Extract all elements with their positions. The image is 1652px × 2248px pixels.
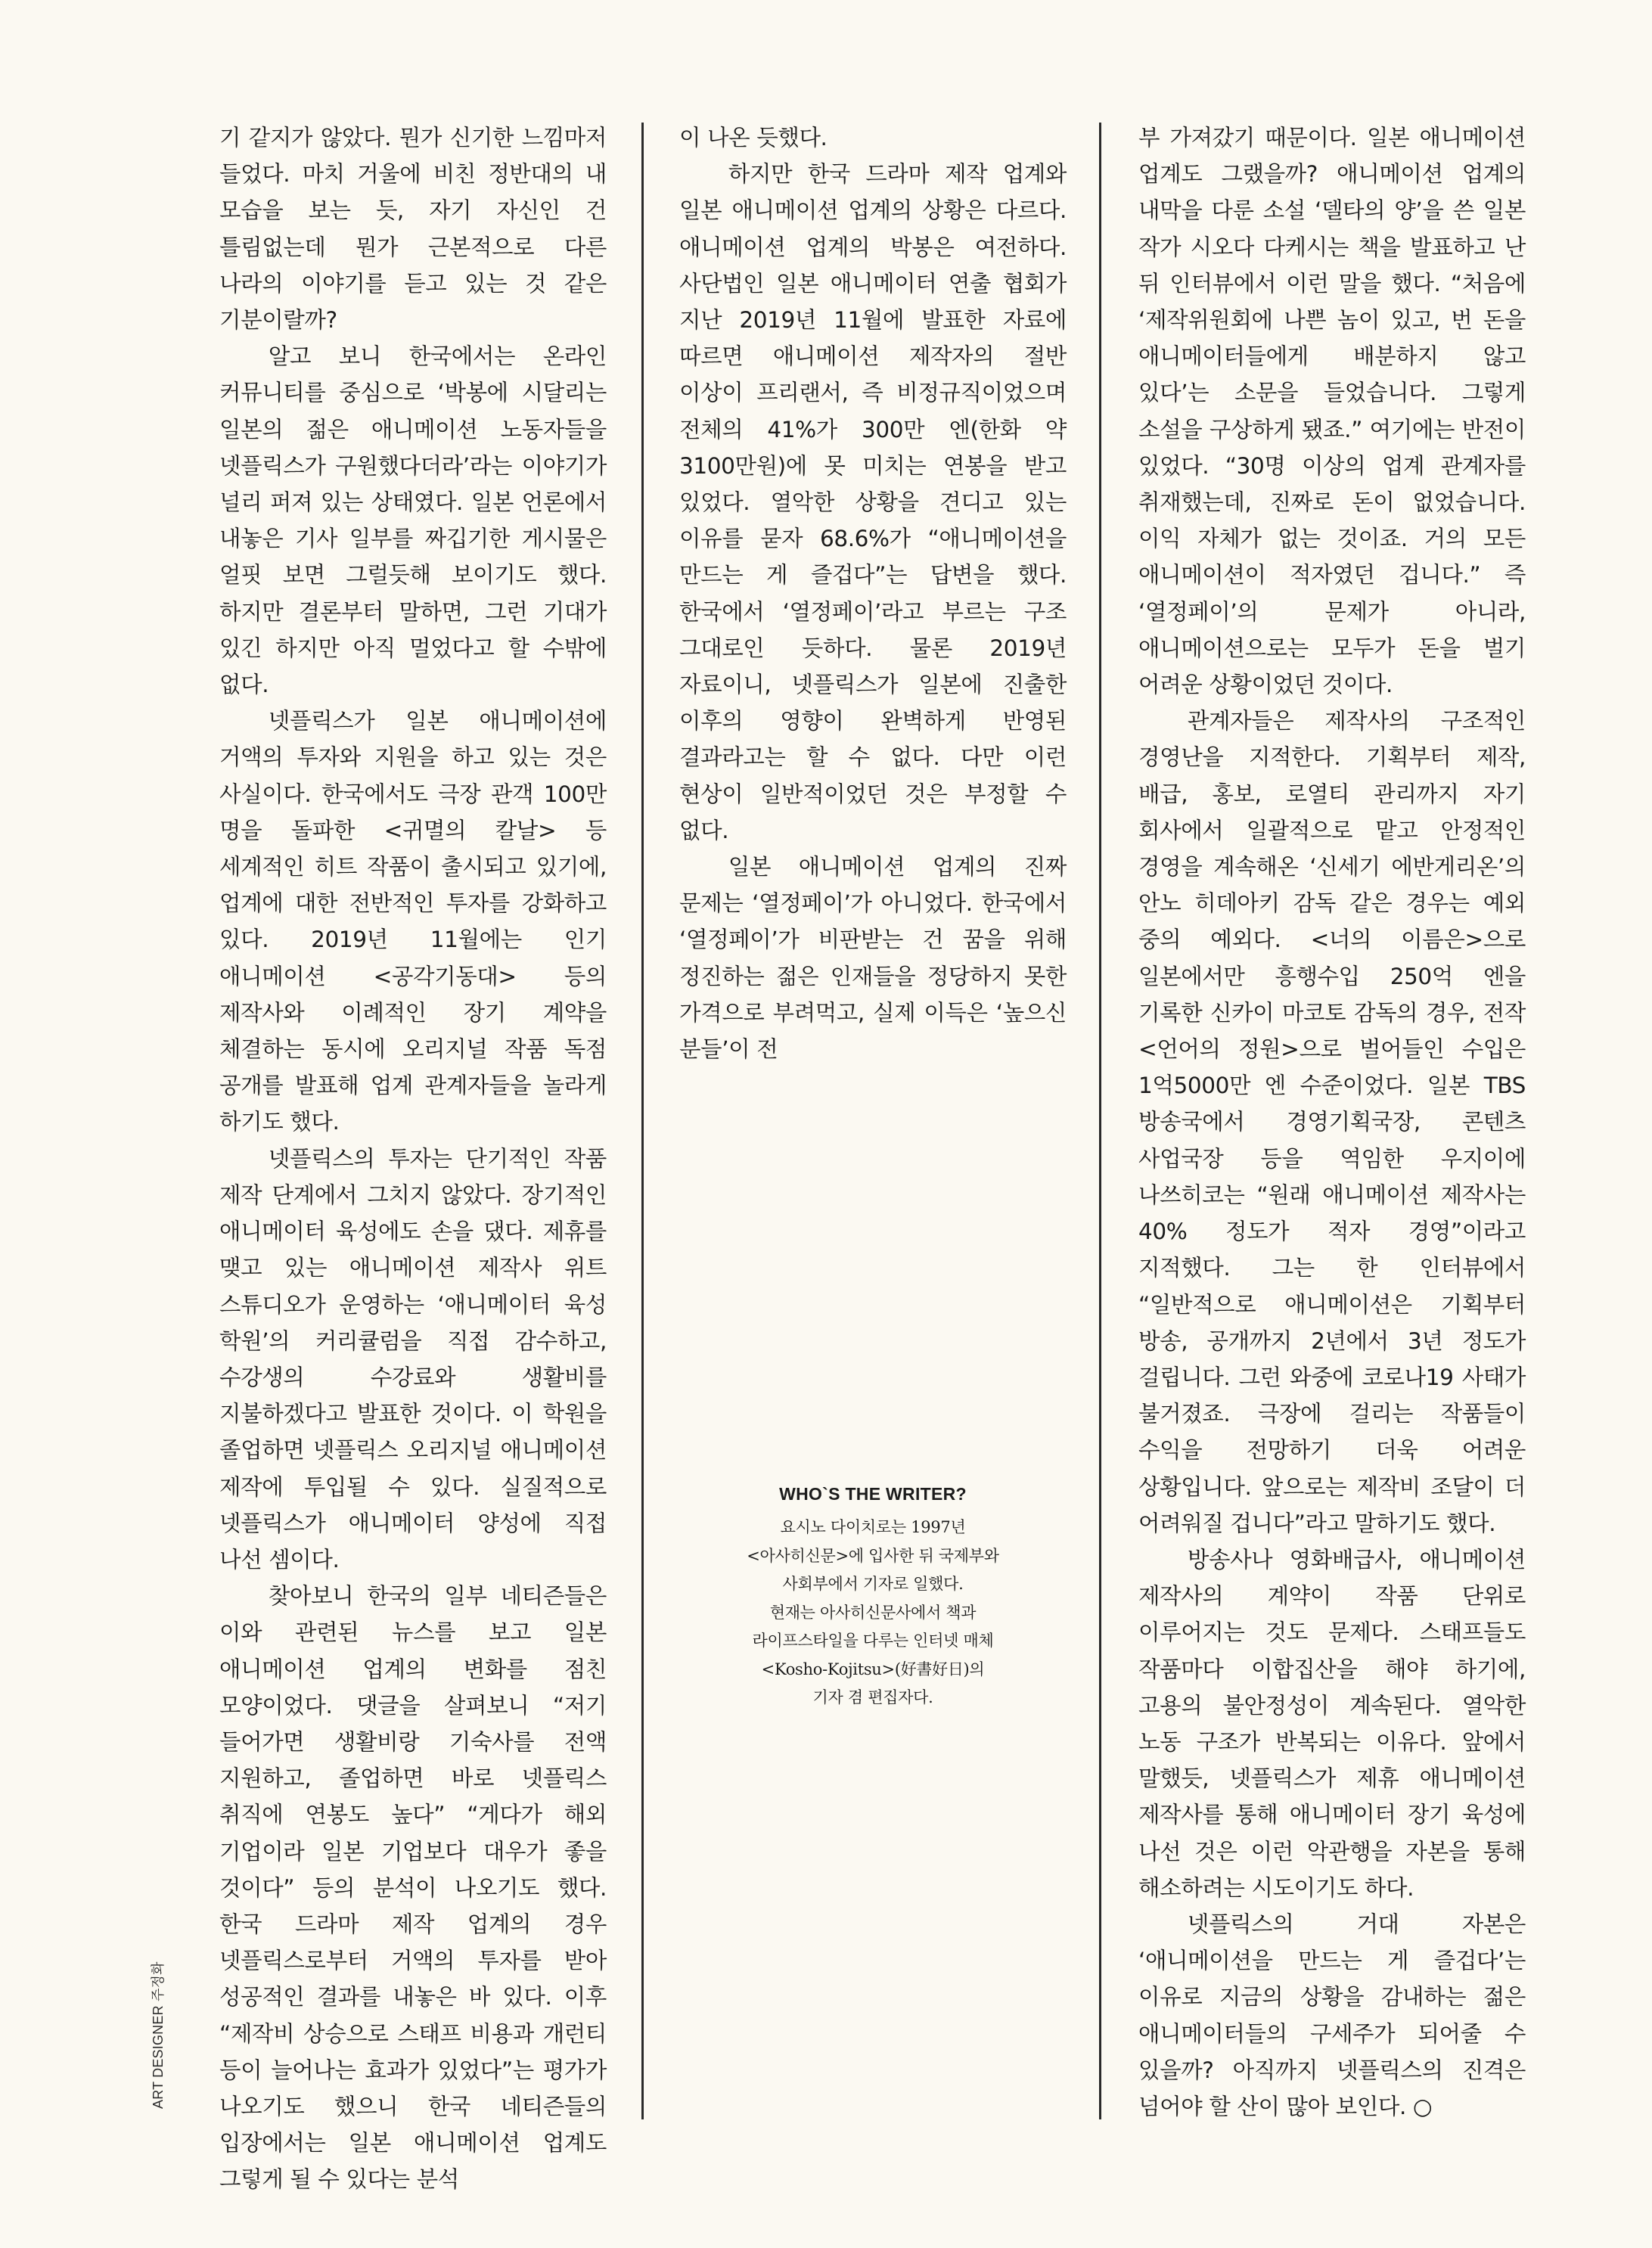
art-designer-credit: ART DESIGNER 주정화 [151,1961,166,2109]
writer-bio-line: 현재는 아사히신문사에서 책과 [769,1603,977,1622]
paragraph: 넷플릭스가 일본 애니메이션에 거액의 투자와 지원을 하고 있는 것은 사실이다. 한국에서도 극장 관객 100만 명을 돌파한 <귀멸의 칼날> 등 세계적인 히트 작품이 출시되고 있기에, 업계에 대한 전반적인 투자를 강화하고 있다. 2019년 11월에는 인기 애니메이션 <공각기동대> 등의 제작사와 이례적인 장기 계약을 체결하는 동시에 오리지널 작품 독점 공개를 발표해 업계 관계자들을 놀라게 하기도 했다. [219,708,607,1135]
paragraph: 넷플릭스의 거대 자본은 ‘애니메이션을 만드는 게 즐겁다’는 이유로 지금의 상황을 감내하는 젊은 애니메이터들의 구세주가 되어줄 수 있을까? 아직까지 넷플릭스의 진격은 넘어야 할 산이 많아 보인다. ○ [1138,1911,1526,2119]
article-column-2 [679,120,1067,1067]
paragraph: 이 나온 듯했다. [679,125,828,151]
article-column-3 [1138,120,1526,2125]
paragraph: 찾아보니 한국의 일부 네티즌들은 이와 관련된 뉴스를 보고 일본 애니메이션 업계의 변화를 점친 모양이었다. 댓글을 살펴보니 “저기 들어가면 생활비랑 기숙사를 전액 지원하고, 졸업하면 바로 넷플릭스 취직에 연봉도 높다” “게다가 해외 기업이라 일본 기업보다 대우가 좋을 것이다” 등의 분석이 나오기도 했다. 한국 드라마 제작 업계의 경우 넷플릭스로부터 거액의 투자를 받아 성공적인 결과를 내놓은 바 있다. 이후 “제작비 상승으로 스태프 비용과 개런티 등이 늘어나는 효과가 있었다”는 평가가 나오기도 했으니 한국 네티즌들의 입장에서는 일본 애니메이션 업계도 그렇게 될 수 있다는 분석 [219,1583,607,2193]
column-divider [1099,123,1101,2119]
paragraph: 일본 애니메이션 업계의 진짜 문제는 ‘열정페이’가 아니었다. 한국에서 ‘열정페이’가 비판받는 건 꿈을 위해 정진하는 젊은 인재들을 정당하지 못한 가격으로 부려먹고, 실제 이득은 ‘높으신 분들’이 전 [679,854,1067,1063]
paragraph: 알고 보니 한국에서는 온라인 커뮤니티를 중심으로 ‘박봉에 시달리는 일본의 젊은 애니메이션 노동자들을 넷플릭스가 구원했다더라’라는 이야기가 널리 퍼져 있는 상태였다. 일본 언론에서 내놓은 기사 일부를 짜깁기한 게시물은 얼핏 보면 그럴듯해 보이기도 했다. 하지만 결론부터 말하면, 그런 기대가 있긴 하지만 아직 멀었다고 할 수밖에 없다. [219,343,607,698]
paragraph: 부 가져갔기 때문이다. 일본 애니메이션 업계도 그랬을까? 애니메이션 업계의 내막을 다룬 소설 ‘델타의 양’을 쓴 일본 작가 시오다 다케시는 책을 발표하고 난 뒤 인터뷰에서 이런 말을 했다. “처음에 ‘제작위원회에 나쁜 놈이 있고, 번 돈을 애니메이터들에게 배분하지 않고 있다’는 소문을 들었습니다. 그렇게 소설을 구상하게 됐죠.” 여기에는 반전이 있었다. “30명 이상의 업계 관계자를 취재했는데, 진짜로 돈이 없었습니다. 이익 자체가 없는 것이죠. 거의 모든 애니메이션이 적자였던 겁니다.” 즉 ‘열정페이’의 문제가 아니라, 애니메이션으로는 모두가 돈을 벌기 어려운 상황이었던 것이다. [1138,125,1526,698]
column-divider [641,123,644,2119]
article-column-1 [219,120,607,2198]
writer-heading: WHO`S THE WRITER? [779,1484,967,1504]
paragraph: 하지만 한국 드라마 제작 업계와 일본 애니메이션 업계의 상황은 다르다. 애니메이션 업계의 박봉은 여전하다. 사단법인 일본 애니메이터 연출 협회가 지난 2019년 11월에 발표한 자료에 따르면 애니메이션 제작자의 절반 이상이 프리랜서, 즉 비정규직이었으며 전체의 41%가 300만 엔(한화 약 3100만원)에 못 미치는 연봉을 받고 있었다. 열악한 상황을 견디고 있는 이유를 묻자 68.6%가 “애니메이션을 만드는 게 즐겁다”는 답변을 했다. 한국에서 ‘열정페이’라고 부르는 구조 그대로인 듯하다. 물론 2019년 자료이니, 넷플릭스가 일본에 진출한 이후의 영향이 완벽하게 반영된 결과라고는 할 수 없다. 다만 이런 현상이 일반적이었던 것은 부정할 수 없다. [679,161,1067,843]
paragraph: 관계자들은 제작사의 구조적인 경영난을 지적한다. 기획부터 제작, 배급, 홍보, 로열티 관리까지 자기 회사에서 일괄적으로 맡고 안정적인 경영을 계속해온 ‘신세기 에반게리온’의 안노 히데아키 감독 같은 경우는 예외 중의 예외다. <너의 이름은>으로 일본에서만 흥행수입 250억 엔을 기록한 신카이 마코토 감독의 경우, 전작 <언어의 정원>으로 벌어들인 수입은 1억5000만 엔 수준이었다. 일본 TBS 방송국에서 경영기획국장, 콘텐츠 사업국장 등을 역임한 우지이에 나쓰히코는 “원래 애니메이션 제작사는 40% 정도가 적자 경영”이라고 지적했다. 그는 한 인터뷰에서 “일반적으로 애니메이션은 기획부터 방송, 공개까지 2년에서 3년 정도가 걸립니다. 그런 와중에 코로나19 사태가 불거졌죠. 극장에 걸리는 작품들이 수익을 전망하기 더욱 어려운 상황입니다. 앞으로는 제작비 조달이 더 어려워질 겁니다”라고 말하기도 했다. [1138,708,1526,1536]
writer-bio-line: <아사히신문>에 입사한 뒤 국제부와 [747,1546,999,1565]
writer-bio-line: 요시노 다이치로는 1997년 [780,1518,966,1536]
writer-bio-line: 사회부에서 기자로 일했다. [782,1575,964,1593]
writer-info-box [679,1484,1067,1712]
writer-bio-line: 라이프스타일을 다루는 인터넷 매체 [752,1632,994,1650]
writer-bio-line: 기자 겸 편집자다. [812,1688,933,1706]
paragraph: 방송사나 영화배급사, 애니메이션 제작사의 계약이 작품 단위로 이루어지는 것도 문제다. 스태프들도 작품마다 이합집산을 해야 하기에, 고용의 불안정성이 계속된다. 열악한 노동 구조가 반복되는 이유다. 앞에서 말했듯, 넷플릭스가 제휴 애니메이션 제작사를 통해 애니메이터 장기 육성에 나선 것은 이런 악관행을 자본을 통해 해소하려는 시도이기도 하다. [1138,1546,1526,1901]
paragraph: 기 같지가 않았다. 뭔가 신기한 느낌마저 들었다. 마치 거울에 비친 정반대의 내 모습을 보는 듯, 자기 자신인 건 틀림없는데 뭔가 근본적으로 다른 나라의 이야기를 듣고 있는 것 같은 기분이랄까? [219,125,607,334]
writer-bio-line: <Kosho-Kojitsu>(好書好日)의 [761,1660,985,1678]
paragraph: 넷플릭스의 투자는 단기적인 작품 제작 단계에서 그치지 않았다. 장기적인 애니메이터 육성에도 손을 댔다. 제휴를 맺고 있는 애니메이션 제작사 위트 스튜디오가 운영하는 ‘애니메이터 육성 학원’의 커리큘럼을 직접 감수하고, 수강생의 수강료와 생활비를 지불하겠다고 발표한 것이다. 이 학원을 졸업하면 넷플릭스 오리지널 애니메이션 제작에 투입될 수 있다. 실질적으로 넷플릭스가 애니메이터 양성에 직접 나선 셈이다. [219,1145,607,1573]
